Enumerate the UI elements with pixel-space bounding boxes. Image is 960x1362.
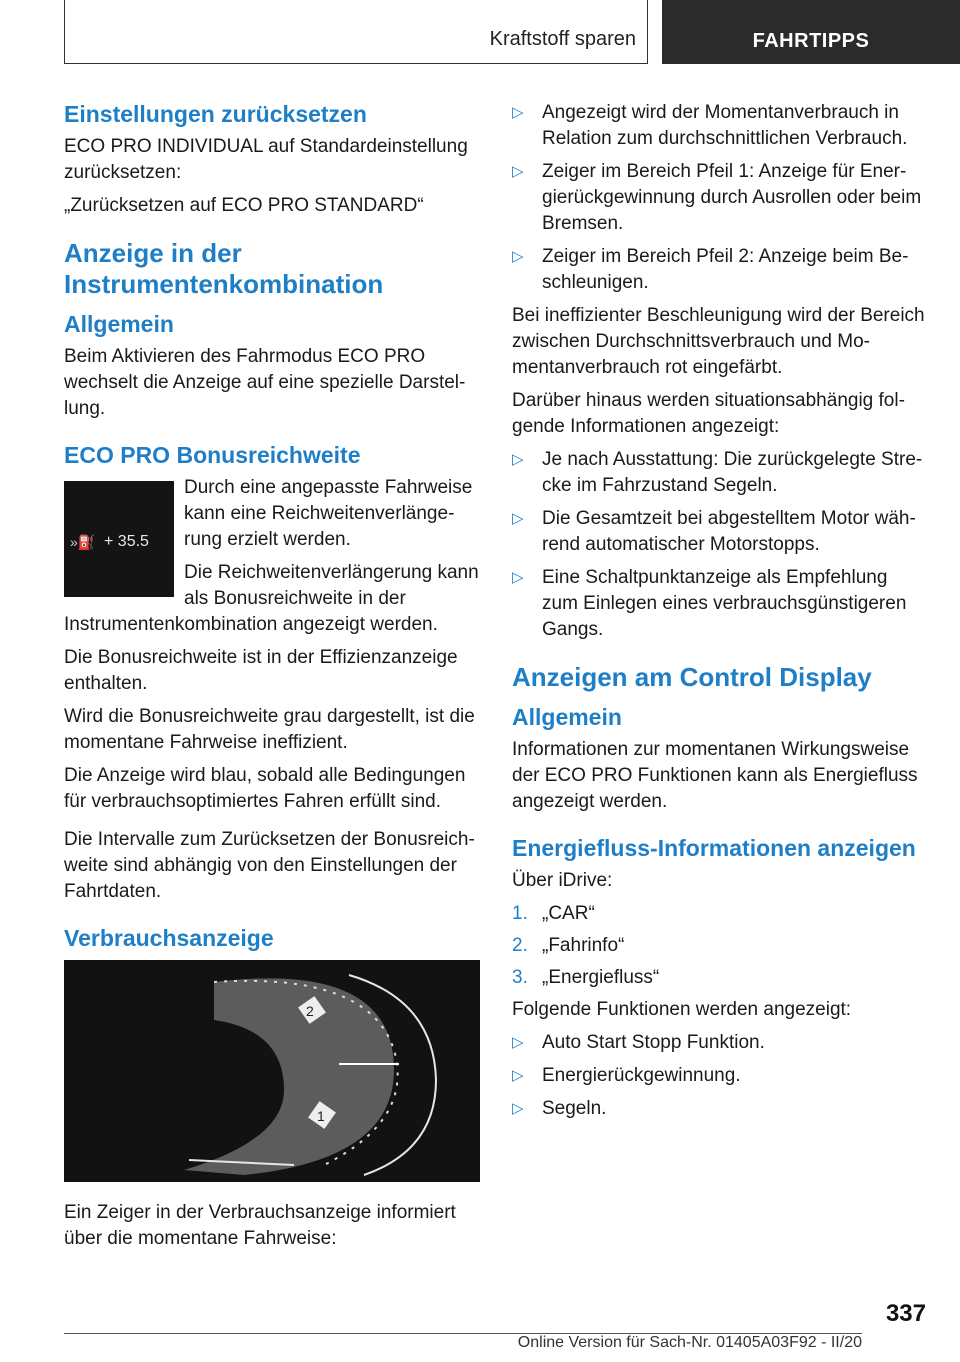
bullet-icon: ▷ <box>512 451 524 468</box>
cd-general-heading: Allgemein <box>512 704 622 730</box>
section-title: Kraftstoff sparen <box>489 28 636 50</box>
bonus-paragraph-6: Die Intervalle zum Zurücksetzen der Bonusreichweite sind abhängig von den Einstellungen der Fahrtdaten. <box>64 829 475 902</box>
reset-menu-path: „Zurücksetzen auf ECO PRO STANDARD“ <box>64 195 424 216</box>
bonus-paragraph-3: Die Bonusreichweite ist in der Effizienzanzeige enthalten. <box>64 647 458 694</box>
bonus-paragraph-5: Die Anzeige wird blau, sobald alle Bedingungen für verbrauchsoptimiertes Fahren erfüllt sind. <box>64 765 466 812</box>
list-item: ▷ Eine Schaltpunktanzeige als Empfehlung zum Einlegen eines verbrauchsgünstigeren Gangs. <box>512 567 907 640</box>
online-version-link[interactable]: Online Version für Sach-Nr. 01405A03F92 - II/20 <box>517 1334 862 1351</box>
bonus-range-value: + 35.5 <box>104 533 149 550</box>
inefficient-paragraph: Bei ineffizienter Beschleunigung wird der Bereich zwischen Durchschnittsverbrauch und Momentanverbrauch rot eingefärbt. <box>512 305 925 378</box>
consumption-heading: Verbrauchsanzeige <box>64 925 274 951</box>
svg-text:1: 1 <box>317 1108 325 1124</box>
list-item: ▷ Die Gesamtzeit bei abgestelltem Motor während automatischer Motorstopps. <box>512 508 916 555</box>
idrive-intro: Über iDrive: <box>512 870 613 891</box>
display-heading: Anzeige in der Instrumentenkombination <box>64 238 384 299</box>
general-heading: Allgemein <box>64 311 174 337</box>
bullet-icon: ▷ <box>512 104 524 121</box>
list-item: 1. „CAR“ <box>512 903 595 924</box>
list-item: ▷ Je nach Ausstattung: Die zurückgelegte Strecke im Fahrzustand Segeln. <box>512 449 923 496</box>
bonus-paragraph-4: Wird die Bonusreichweite grau dargestellt, ist die momentane Fahrweise ineffizient. <box>64 706 475 753</box>
bonus-section <box>64 475 482 645</box>
list-item: ▷ Auto Start Stopp Funktion. <box>512 1030 928 1056</box>
page-number: 337 <box>885 1300 926 1327</box>
functions-intro: Folgende Funktionen werden angezeigt: <box>512 999 852 1020</box>
general-paragraph: Beim Aktivieren des Fahrmodus ECO PRO wechselt die Anzeige auf eine spezielle Darstellung. <box>64 346 466 419</box>
bonus-paragraph-2: Die Reichweitenverlängerung kann als Bonusreichweite in der Instrumentenkombination angezeigt werden. <box>64 562 479 635</box>
svg-text:2: 2 <box>306 1003 314 1019</box>
bullet-icon: ▷ <box>512 510 524 527</box>
energy-flow-heading: Energiefluss-Informationen anzeigen <box>512 835 916 861</box>
control-display-heading: Anzeigen am Control Display <box>512 662 872 692</box>
left-column <box>64 100 482 1259</box>
list-item: ▷ Energierückgewinnung. <box>512 1063 928 1089</box>
bonus-paragraph-1: Durch eine angepasste Fahrweise kann eine Reichweitenverlängerung erzielt werden. <box>184 477 473 550</box>
chapter-tab <box>662 0 960 64</box>
bullet-icon: ▷ <box>512 1067 524 1084</box>
reset-paragraph: ECO PRO INDIVIDUAL auf Standardeinstellung zurücksetzen: <box>64 136 468 183</box>
gauge-shape <box>184 978 394 1175</box>
list-item: 3. „Energiefluss“ <box>512 967 660 988</box>
bullet-icon: ▷ <box>512 569 524 586</box>
consumption-gauge-image <box>64 960 480 1182</box>
chapter-title: FAHRTIPPS <box>752 30 870 52</box>
list-item: ▷ Angezeigt wird der Momentanverbrauch in Relation zum durchschnittlichen Verbrauch. <box>512 102 908 149</box>
bullet-icon: ▷ <box>512 248 524 265</box>
cd-general-paragraph: Informationen zur momentanen Wirkungsweise der ECO PRO Funktionen kann als Energiefluss angezeigt werden. <box>512 739 918 812</box>
list-item: ▷ Segeln. <box>512 1096 928 1122</box>
consumption-paragraph: Ein Zeiger in der Verbrauchsanzeige informiert über die momentane Fahrweise: <box>64 1202 456 1249</box>
bullet-icon: ▷ <box>512 1100 524 1117</box>
bullet-icon: ▷ <box>512 163 524 180</box>
bonus-range-image <box>64 481 174 597</box>
bullet-icon: ▷ <box>512 1034 524 1051</box>
additional-info-paragraph: Darüber hinaus werden situationsabhängig folgende Informationen angezeigt: <box>512 390 905 437</box>
right-column <box>512 100 928 1129</box>
bonus-heading: ECO PRO Bonusreichweite <box>64 442 361 468</box>
reset-heading: Einstellungen zurücksetzen <box>64 101 367 127</box>
list-item: ▷ Zeiger im Bereich Pfeil 2: Anzeige beim Beschleunigen. <box>512 246 909 293</box>
list-item: 2. „Fahrinfo“ <box>512 935 625 956</box>
list-item: ▷ Zeiger im Bereich Pfeil 1: Anzeige für Energierückgewinnung durch Ausrollen oder beim Bremsen. <box>512 161 922 234</box>
fuel-pump-icon: »⛽ <box>70 534 96 550</box>
